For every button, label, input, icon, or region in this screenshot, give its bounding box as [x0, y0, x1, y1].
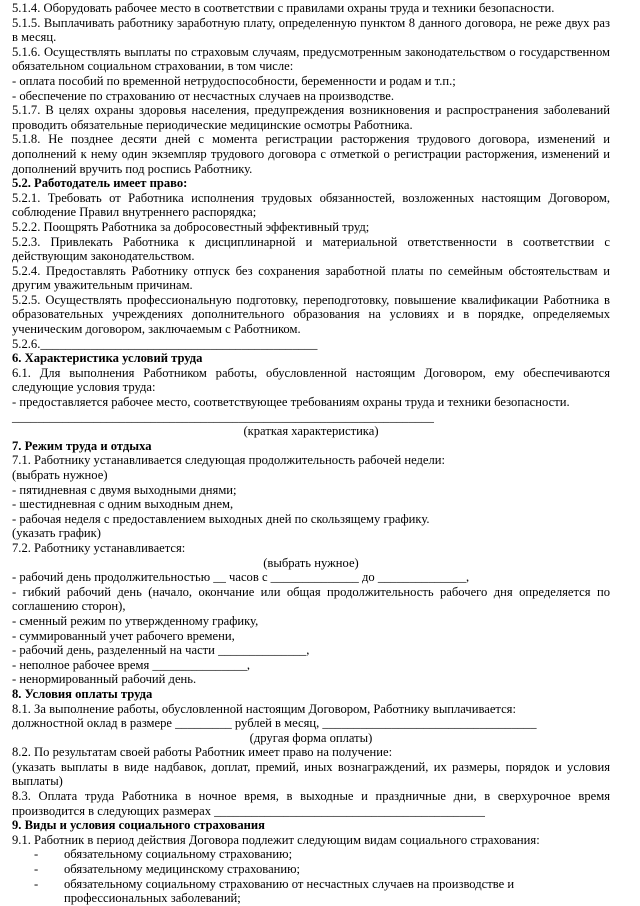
paragraph: 5.2.1. Требовать от Работника исполнения трудовых обязанностей, возложенных настоящим Договором, соблюдение Правил внутреннего распорядка;	[12, 190, 610, 220]
paragraph: 8.2. По результатам своей работы Работник имеет право на получение:	[12, 745, 393, 760]
paragraph: ___________________________________________________________________	[12, 409, 434, 424]
paragraph: 5.2.2. Поощрять Работника за добросовестный эффективный труд;	[12, 219, 370, 234]
list-dash: -	[34, 847, 39, 862]
paragraph: 5.2.6.____________________________________________	[12, 336, 318, 351]
list-item-text: обязательному социальному страхованию от несчастных случаев на производстве и профессиональных заболеваний;	[64, 876, 515, 906]
section-heading: 6. Характеристика условий труда	[12, 351, 203, 366]
paragraph: 7.1. Работнику устанавливается следующая продолжительность рабочей недели:	[12, 453, 446, 468]
paragraph: - сменный режим по утвержденному графику,	[12, 613, 259, 628]
section-heading: 8. Условия оплаты труда	[12, 686, 153, 701]
paragraph: - оплата пособий по временной нетрудоспособности, беременности и родам и т.п.;	[12, 73, 456, 88]
paragraph: 5.1.4. Оборудовать рабочее место в соответствии с правилами охраны труда и техники безопасности.	[12, 1, 555, 15]
paragraph: 5.1.5. Выплачивать работнику заработную плату, определенную пунктом 8 данного договора, не реже двух раз в месяц.	[12, 15, 610, 45]
paragraph: - пятидневная с двумя выходными днями;	[12, 482, 237, 497]
list-item	[12, 862, 610, 877]
paragraph: 5.1.7. В целях охраны здоровья населения, предупреждения возникновения и распространения заболеваний проводить обязательные периодические медицинские осмотры Работника.	[12, 103, 610, 132]
paragraph: (указать выплаты в виде надбавок, доплат, премий, иных вознаграждений, их размеры, порядок и условия выплаты)	[12, 759, 610, 789]
section-heading: 7. Режим труда и отдыха	[12, 438, 152, 453]
list-item	[12, 877, 610, 906]
section-heading: 9. Виды и условия социального страхования	[12, 818, 265, 833]
paragraph: 7.2. Работнику устанавливается:	[12, 540, 186, 555]
list-item-text: обязательному медицинскому страхованию;	[64, 862, 301, 877]
list-item-text: обязательному социальному страхованию;	[64, 847, 293, 862]
paragraph: - рабочий день продолжительностью __ часов с ______________ до ______________,	[12, 570, 470, 585]
paragraph: 5.2.5. Осуществлять профессиональную подготовку, переподготовку, повышение квалификации Работника в образовательных учреждениях дополнительного образования на условиях и в порядке, определяемых ученическим договором, заключаемым с Работником.	[12, 292, 610, 337]
paragraph: 5.1.6. Осуществлять выплаты по страховым случаям, предусмотренным законодательством о государственном обязательном социальном страховании, в том числе:	[12, 44, 610, 74]
paragraph: должностной оклад в размере _________ рублей в месяц, __________________________________	[12, 716, 537, 731]
paragraph: - неполное рабочее время _______________,	[12, 657, 251, 672]
paragraph: - рабочая неделя с предоставлением выходных дней по скользящему графику.	[12, 511, 430, 526]
paragraph: - гибкий рабочий день (начало, окончание или общая продолжительность рабочего дня определяется по соглашению сторон),	[12, 584, 610, 614]
paragraph: - шестидневная с одним выходным днем,	[12, 497, 234, 512]
paragraph: 8.3. Оплата труда Работника в ночное время, в выходные и праздничные дни, в сверхурочное время производится в следующих размерах ___________________________________________	[12, 789, 610, 818]
paragraph: (указать график)	[12, 526, 101, 541]
list-item	[12, 847, 610, 862]
paragraph: 5.2.3. Привлекать Работника к дисциплинарной и материальной ответственности в соответствии с действующим законодательством.	[12, 234, 610, 264]
paragraph: (выбрать нужное)	[12, 468, 108, 482]
list-dash: -	[34, 876, 39, 891]
paragraph: - предоставляется рабочее место, соответствующее требованиям охраны труда и техники безопасности.	[12, 395, 570, 410]
paragraph: - рабочий день, разделенный на части ______________,	[12, 643, 310, 658]
caption-line: (краткая характеристика)	[243, 424, 379, 439]
caption-line: (выбрать нужное)	[263, 555, 359, 570]
caption-line: (другая форма оплаты)	[249, 730, 373, 745]
section-heading: 5.2. Работодатель имеет право:	[12, 176, 188, 191]
list-dash: -	[34, 862, 39, 877]
paragraph: - суммированный учет рабочего времени,	[12, 628, 235, 643]
paragraph: 9.1. Работник в период действия Договора подлежит следующим видам социального страхования:	[12, 832, 540, 847]
paragraph: - ненормированный рабочий день.	[12, 672, 197, 687]
paragraph: 6.1. Для выполнения Работником работы, обусловленной настоящим Договором, ему обеспечиваются следующие условия труда:	[12, 365, 610, 395]
paragraph: 8.1. За выполнение работы, обусловленной настоящим Договором, Работнику выплачивается:	[12, 701, 516, 716]
paragraph: 5.1.8. Не позднее десяти дней с момента регистрации расторжения трудового договора, изменений и дополнений к нему один экземпляр трудового договора с отметкой о регистрации расторжения, изменений и дополнений вручить под роспись Работнику.	[12, 132, 610, 176]
paragraph: - обеспечение по страхованию от несчастных случаев на производстве.	[12, 88, 395, 103]
paragraph: 5.2.4. Предоставлять Работнику отпуск без сохранения заработной платы по семейным обстоятельствам и другим уважительным причинам.	[12, 263, 610, 293]
